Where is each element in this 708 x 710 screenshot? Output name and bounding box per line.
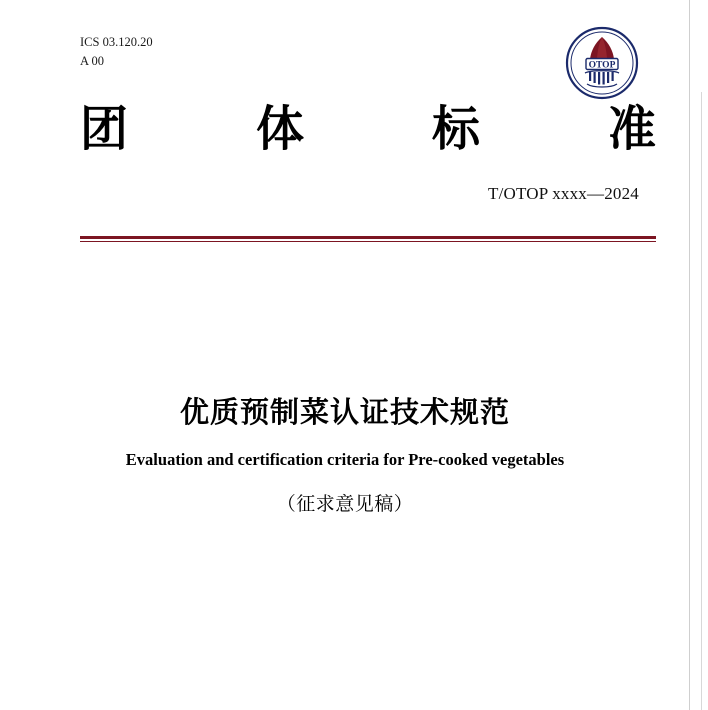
ics-code: ICS 03.120.20 — [80, 35, 153, 49]
otop-emblem-icon — [565, 26, 639, 100]
document-subtitle: （征求意见稿） — [276, 494, 414, 515]
ics-block — [80, 33, 153, 72]
scrollbar-track-mark — [701, 92, 702, 710]
title-char-4: 准 — [607, 103, 656, 156]
scrollbar-gutter[interactable] — [690, 0, 708, 710]
ics-class: A 00 — [80, 54, 104, 69]
page-title — [80, 104, 656, 157]
divider — [80, 236, 656, 242]
divider-thick-line — [80, 236, 656, 239]
document-title-english: Evaluation and certification criteria for Pre-cooked vegetables — [125, 450, 565, 469]
standard-number: T/OTOP xxxx—2024 — [487, 184, 639, 203]
svg-text:OTOP: OTOP — [588, 60, 616, 71]
document-title-chinese: 优质预制菜认证技术规范 — [179, 397, 510, 429]
title-char-3: 标 — [431, 103, 480, 156]
title-char-1: 团 — [80, 103, 129, 156]
title-char-2: 体 — [255, 103, 304, 156]
divider-thin-line — [80, 241, 656, 242]
